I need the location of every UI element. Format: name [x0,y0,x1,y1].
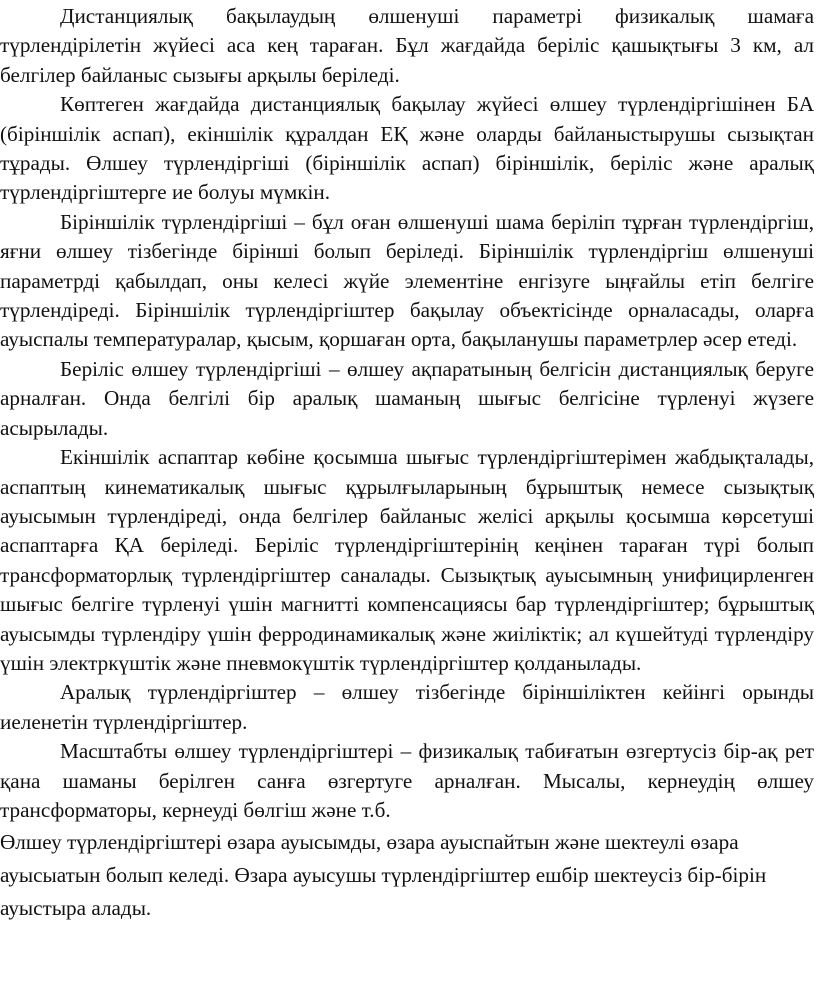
paragraph-primary-transducer: Біріншілік түрлендіргіші – бұл оған өлшенуші шама беріліп тұрған түрлендіргіш, яғни өлшеу тізбегінде бірінші болып беріледі. Біріншілік түрлендіргіш өлшенуші параметрді қабылдап, оны келесі жүйе элементіне енгізуге ыңғайлы етіп белгіге түрлендіреді. Біріншілік түрлендіргіштер бақылау объектісінде орналасады, оларға ауыспалы температуралар, қысым, қоршаған орта, бақыланушы параметрлер әсер етеді. [0,209,814,352]
paragraph-transmission-transducer: Беріліс өлшеу түрлендіргіші – өлшеу ақпаратының белгісін дистанциялық беруге арналған. Онда белгілі бір аралық шаманың шығыс белгісіне түрленуі жүзеге асырылады. [0,356,814,440]
paragraph-system-structure: Көптеген жағдайда дистанциялық бақылау жүйесі өлшеу түрлендіргішінен БА (біріншілік аспап), екіншілік құралдан ЕҚ және оларды байланыстырушы сызықтан тұрады. Өлшеу түрлендіргіші (біріншілік аспап) біріншілік, беріліс және аралық түрлендіргіштерге ие болуы мүмкін. [0,92,814,205]
paragraph-secondary-instruments: Екіншілік аспаптар көбіне қосымша шығыс түрлендіргіштерімен жабдықталады, аспаптың кинематикалық шығыс құрылғыларының бұрыштық немесе сызықтық ауысымын түрлендіреді, онда белгілер байланыс желісі арқылы қосымша көрсетуші аспаптарға ҚА беріледі. Беріліс түрлендіргіштерінің кеңінен тараған түрі болып трансформаторлық түрлендіргіштер саналады. Сызықтық ауысымның унифицирленген шығыс белгіге түрленуі үшін магнитті компенсациясы бар түрлендіргіштер; бұрыштық ауысымды түрлендіру үшін ферродинамикалық және жиіліктік; ал күшейтуді түрлендіру үшін электркүштік және пневмокүштік түрлендіргіштер қолданылады. [0,445,814,675]
paragraph-remote-monitoring: Дистанциялық бақылаудың өлшенуші параметрі физикалық шамаға түрлендірілетін жүйесі аса кең тараған. Бұл жағдайда беріліс қашықтығы 3 км, ал белгілер байланыс сызығы арқылы беріледі. [0,4,814,87]
paragraph-scale-transducers: Масштабты өлшеу түрлендіргіштері – физикалық табиғатын өзгертусіз бір-ақ рет қана шаманы берілген санға өзгертуге арналған. Мысалы, кернеудің өлшеу трансформаторы, кернеуді бөлгіш және т.б. [0,739,814,822]
paragraph-interchangeability: Өлшеу түрлендіргіштері өзара ауысымды, өзара ауыспайтын және шектеулі өзара ауысыатын болып келеді. Өзара ауысушы түрлендіргіштер ешбір шектеусіз бір-бірін ауыстыра алады. [0,830,767,921]
paragraph-intermediate-transducers: Аралық түрлендіргіштер – өлшеу тізбегінде біріншіліктен кейінгі орынды иеленетін түрлендіргіштер. [0,680,814,734]
